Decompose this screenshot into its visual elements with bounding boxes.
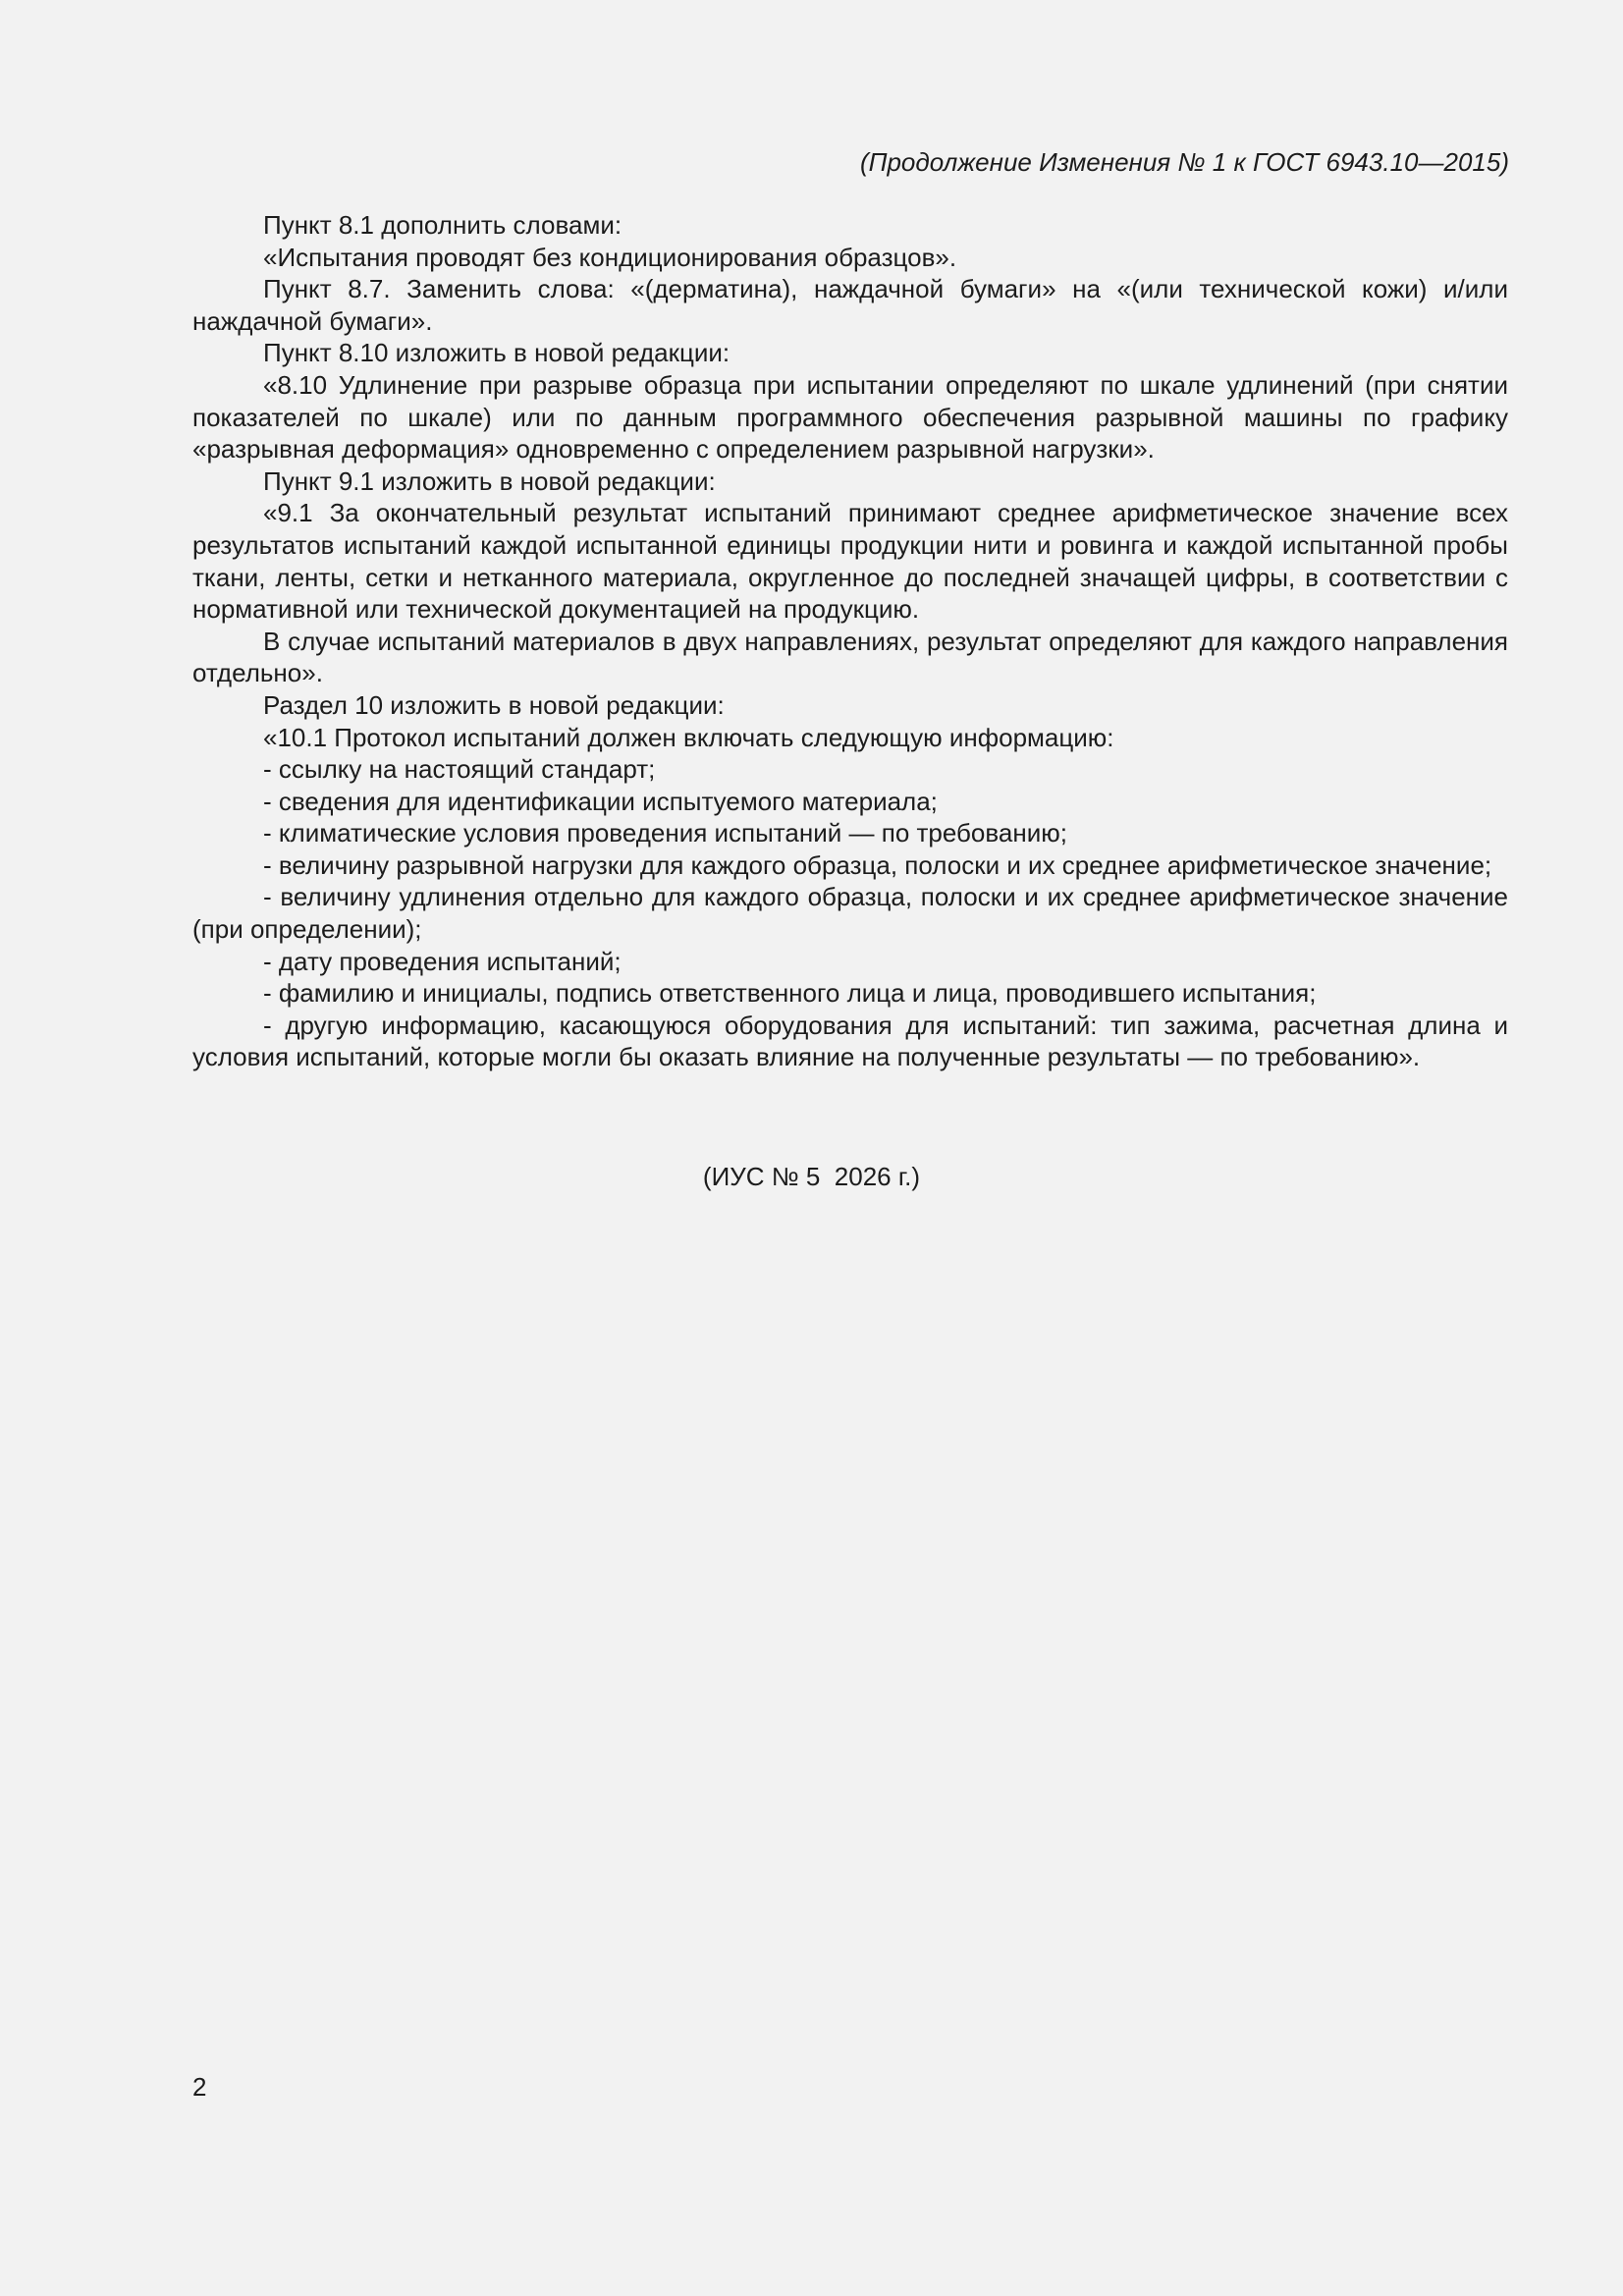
paragraph: Пункт 9.1 изложить в новой редакции: — [263, 465, 716, 496]
page-number: 2 — [192, 2072, 207, 2102]
paragraph: Пункт 8.7. Заменить слова: «(дерматина), наждачной бумаги» на «(или технической кожи) и/или наждачной бумаги». — [192, 274, 1508, 336]
list-item: - дату проведения испытаний; — [263, 946, 622, 976]
list-item: - величину разрывной нагрузки для каждого образца, полоски и их среднее арифметическое значение; — [263, 849, 1492, 880]
paragraph: «8.10 Удлинение при разрыве образца при испытании определяют по шкале удлинений (при снятии показателей по шкале) или по данным программного обеспечения разрывной машины по графику «разрывная деформация» одновременно с определением разрывной нагрузки». — [192, 369, 1508, 465]
paragraph: «9.1 За окончательный результат испытаний принимают среднее арифметическое значение всех результатов испытаний каждой испытанной единицы продукции нити и ровинга и каждой испытанной пробы ткани, ленты, сетки и нетканного материала, округленное до последней значащей цифры, в соответствии с нормативной или технической документацией на продукцию. — [192, 498, 1508, 625]
ius-reference: (ИУС № 5 2026 г.) — [702, 1162, 921, 1191]
paragraph: Пункт 8.10 изложить в новой редакции: — [263, 338, 730, 368]
list-item: - величину удлинения отдельно для каждого образца, полоски и их среднее арифметическое значение (при определении); — [192, 882, 1508, 945]
list-item: - климатические условия проведения испытаний — по требованию; — [263, 818, 1067, 848]
list-item: - другую информацию, касающуюся оборудования для испытаний: тип зажима, расчетная длина и условия испытаний, которые могли бы оказать влияние на полученные результаты — по требованию». — [192, 1010, 1508, 1072]
list-item: - сведения для идентификации испытуемого материала; — [263, 786, 938, 816]
continuation-header: (Продолжение Изменения № 1 к ГОСТ 6943.10—2015) — [859, 147, 1509, 177]
document-body — [192, 209, 1508, 1073]
paragraph: Раздел 10 изложить в новой редакции: — [263, 689, 725, 720]
paragraph: В случае испытаний материалов в двух направлениях, результат определяют для каждого направления отдельно». — [192, 626, 1508, 688]
paragraph: «10.1 Протокол испытаний должен включать следующую информацию: — [263, 722, 1114, 752]
list-item: - ссылку на настоящий стандарт; — [263, 754, 656, 785]
list-item: - фамилию и инициалы, подпись ответственного лица и лица, проводившего испытания; — [263, 978, 1317, 1009]
paragraph: Пункт 8.1 дополнить словами: — [263, 210, 622, 240]
paragraph: «Испытания проводят без кондиционирования образцов». — [263, 242, 957, 272]
